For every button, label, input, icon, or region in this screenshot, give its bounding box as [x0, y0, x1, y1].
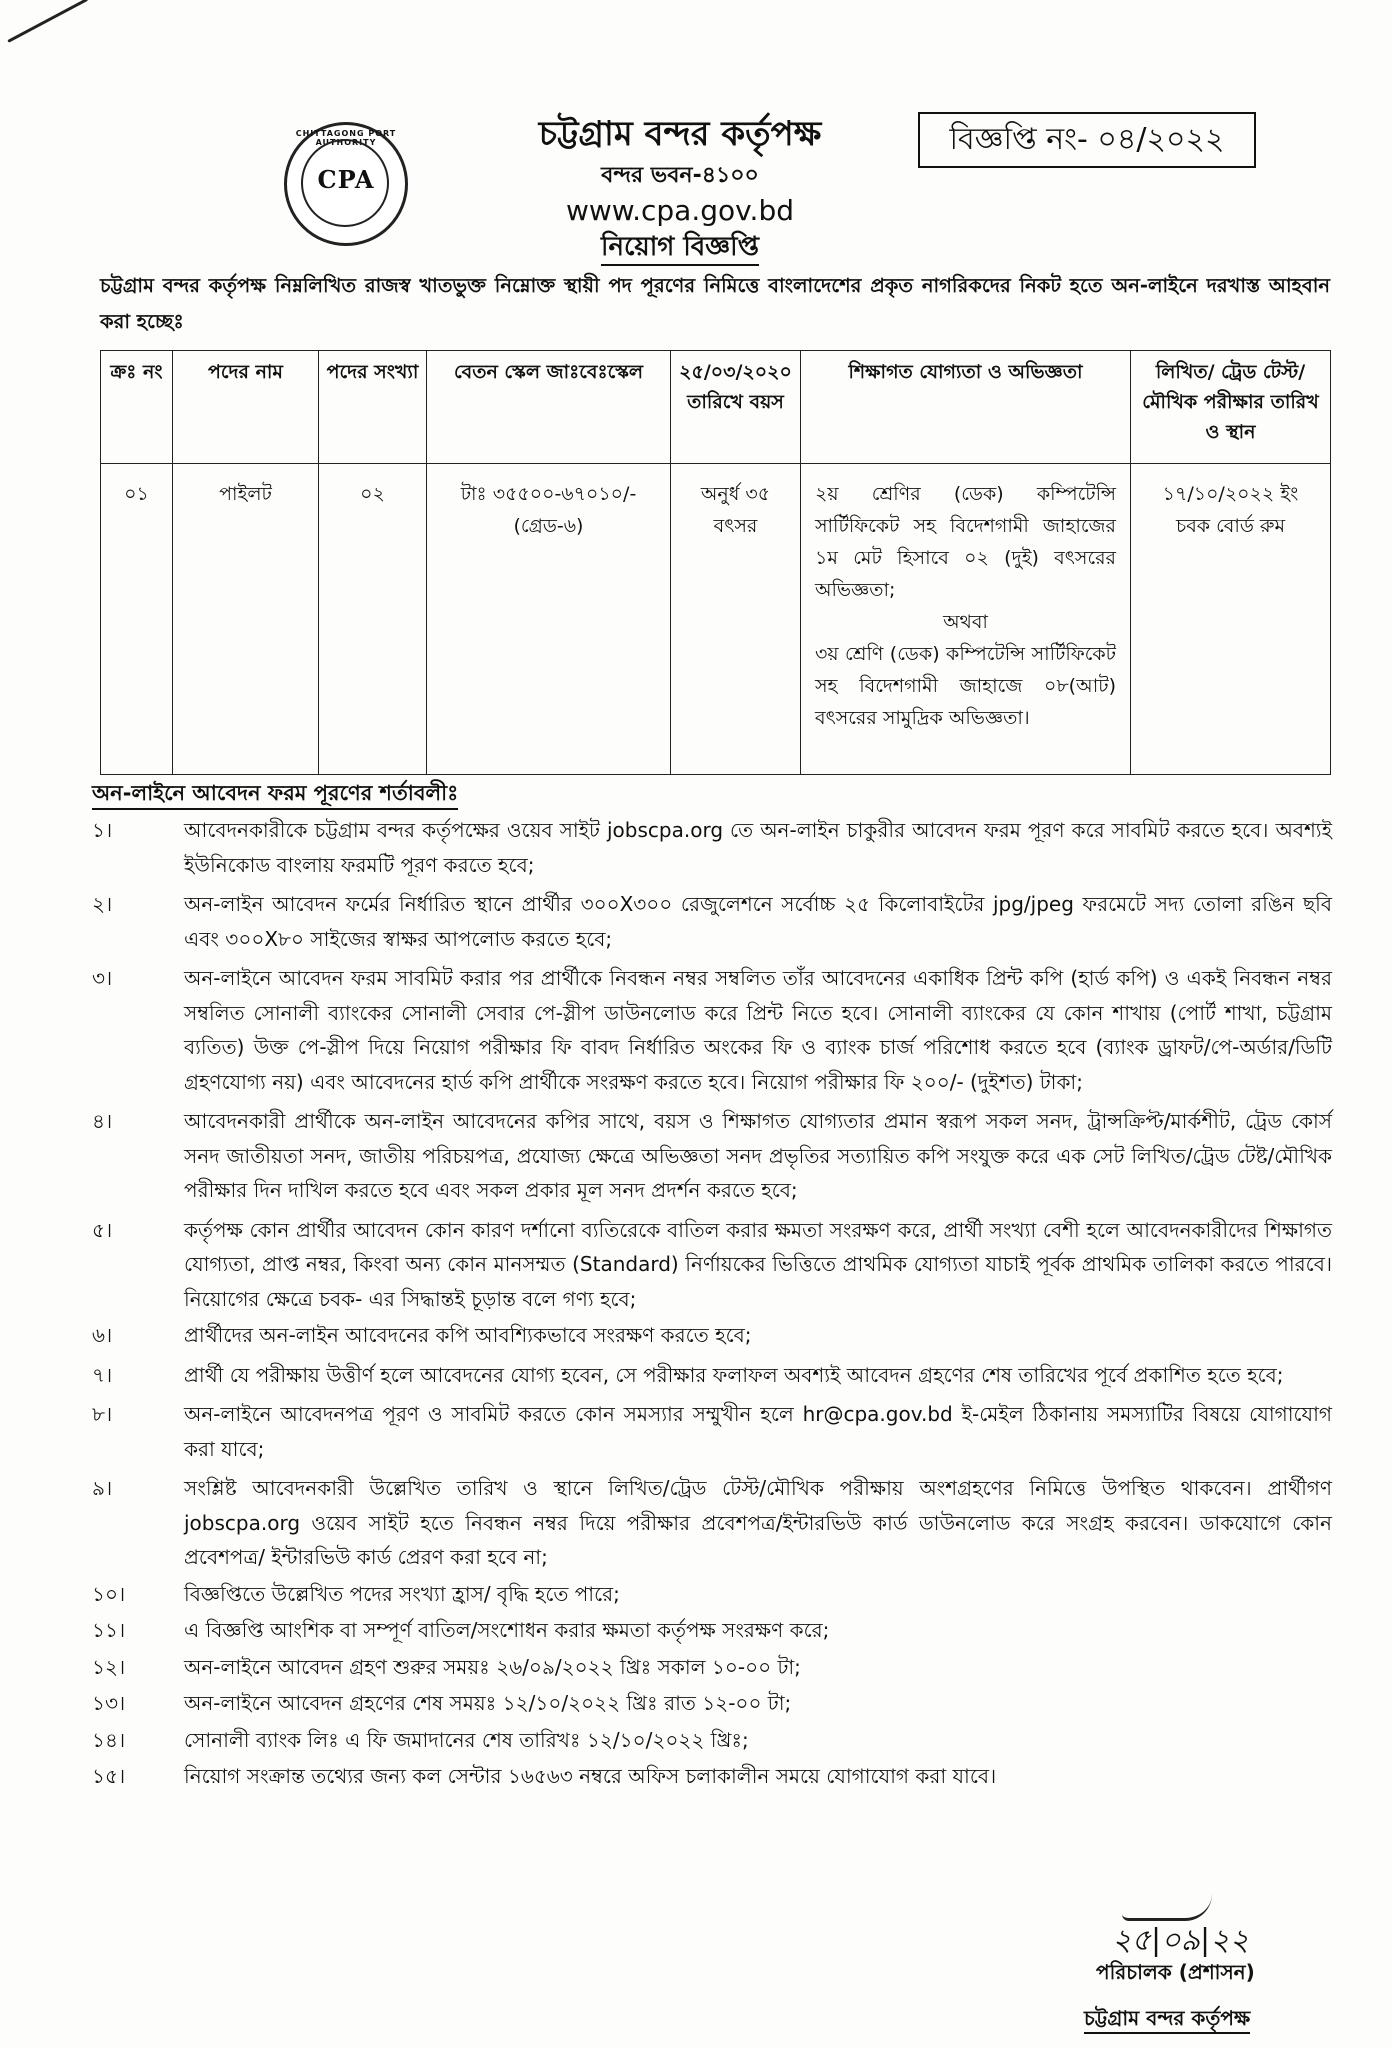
condition-text: সোনালী ব্যাংক লিঃ এ ফি জমাদানের শেষ তারিখঃ ১২/১০/২০২২ খ্রিঃ; — [184, 1727, 749, 1752]
condition-text: আবেদনকারী প্রার্থীকে অন-লাইন আবেদনের কপির সাথে, বয়স ও শিক্ষাগত যোগ্যতার প্রমান স্বরূপ সকল সনদ, ট্রান্সক্রিপ্ট/মার্কশীট, ট্রেড কোর্স সনদ জাতীয়তা সনদ, জাতীয় পরিচয়পত্র, প্রযোজ্য ক্ষেত্রে অভিজ্ঞতা সনদ প্রভৃতির সত্যায়িত কপি সংযুক্ত করে এক সেট লিখিত/ট্রেড টেষ্ট/মৌখিক পরীক্ষার দিন দাখিল করতে হবে এবং সকল প্রকার মূল সনদ প্রদর্শন করতে হবে; — [184, 1109, 1332, 1202]
logo-monogram: CPA — [317, 165, 375, 194]
condition-number: ১৪। — [92, 1727, 126, 1752]
exam-date: ১৭/১০/২০২২ ইং — [1162, 483, 1299, 505]
pay-scale-grade: (গ্রেড-৬) — [513, 515, 584, 537]
condition-item — [92, 1358, 1332, 1393]
condition-number: ১৫। — [92, 1764, 126, 1788]
header-exam-info: লিখিত/ ট্রেড টেস্ট/ মৌখিক পরীক্ষার তারিখ ও স্থান — [1131, 351, 1331, 464]
condition-item — [92, 1686, 1332, 1721]
condition-item — [92, 1759, 1332, 1794]
condition-number: ১০। — [92, 1581, 126, 1606]
header-post-name: পদের নাম — [173, 351, 319, 464]
condition-text: অন-লাইনে আবেদন ফরম সাবমিট করার পর প্রার্থীকে নিবন্ধন নম্বর সম্বলিত তাঁর আবেদনের একাধিক প্রিন্ট কপি (হার্ড কপি) ও একই নিবন্ধন নম্বর সম্বলিত সোনালী ব্যাংকের সোনালী সেবার পে-স্লীপ ডাউনলোড করে প্রিন্ট নিতে হবে। সোনালী ব্যাংকের যে কোন শাখায় (পোর্ট শাখা, চট্টগ্রাম ব্যতিত) উক্ত পে-স্লীপ দিয়ে নিয়োগ পরীক্ষার ফি বাবদ নির্ধারিত অংকের ফি ও ব্যাংক চার্জ পরিশোধ করতে হবে (ব্যাংক ড্রাফট/পে-অর্ডার/ডিটি গ্রহণযোগ্য নয়) এবং আবেদনের হার্ড কপি প্রার্থীকে সংরক্ষণ করতে হবে। নিয়োগ পরীক্ষার ফি ২০০/- (দুইশত) টাকা; — [184, 966, 1332, 1094]
condition-number: ২। — [92, 892, 113, 916]
header-post-count: পদের সংখ্যা — [319, 351, 427, 464]
condition-text: কর্তৃপক্ষ কোন প্রার্থীর আবেদন কোন কারণ দর্শানো ব্যতিরেকে বাতিল করার ক্ষমতা সংরক্ষণ করে, প্রার্থী সংখ্যা বেশী হলে আবেদনকারীদের শিক্ষাগত যোগ্যতা, প্রাপ্ত নম্বর, কিংবা অন্য কোন মানসম্মত (Standard) নির্ণায়কের ভিত্তিতে প্রাথমিক যোগ্যতা যাচাই পূর্বক প্রাথমিক তালিকা করতে পারবে। নিয়োগের ক্ষেত্রে চবক- এর সিদ্ধান্তই চূড়ান্ত বলে গণ্য হবে; — [184, 1217, 1332, 1311]
org-title: চট্টগ্রাম বন্দর কর্তৃপক্ষ — [538, 114, 822, 154]
condition-number: ১২। — [92, 1654, 126, 1679]
cell-post-count: ০২ — [319, 464, 427, 775]
qualification-or: অথবা — [943, 611, 988, 633]
table-row — [101, 464, 1331, 775]
condition-item — [92, 1650, 1332, 1685]
cpa-logo — [284, 122, 408, 246]
logo-ring-text: CHITTAGONG PORT AUTHORITY — [295, 129, 397, 147]
condition-text: এ বিজ্ঞপ্তি আংশিক বা সম্পূর্ণ বাতিল/সংশোধন করার ক্ষমতা কর্তৃপক্ষ সংরক্ষণ করে; — [184, 1618, 830, 1642]
condition-item — [92, 1471, 1332, 1575]
cell-post-name: পাইলট — [173, 464, 319, 775]
conditions-title: অন-লাইনে আবেদন ফরম পূরণের শর্তাবলীঃ — [92, 778, 458, 810]
table-header-row — [101, 351, 1331, 464]
condition-number: ৯। — [92, 1476, 113, 1500]
condition-text: অন-লাইনে আবেদন গ্রহণের শেষ সময়ঃ ১২/১০/২০২২ খ্রিঃ রাত ১২-০০ টা; — [184, 1691, 792, 1715]
condition-item — [92, 887, 1332, 956]
condition-text: অন-লাইনে আবেদনপত্র পূরণ ও সাবমিট করতে কোন সমস্যার সম্মুখীন হলে hr@cpa.gov.bd ই-মেইল ঠিকানায় সমস্যাটির বিষয়ে যোগাযোগ করা যাবে; — [184, 1402, 1332, 1461]
condition-item — [92, 1723, 1332, 1758]
condition-item — [92, 1318, 1332, 1353]
condition-text: অন-লাইনে আবেদন গ্রহণ শুরুর সময়ঃ ২৬/০৯/২০২২ খ্রিঃ সকাল ১০-০০ টা; — [184, 1654, 801, 1679]
condition-text: বিজ্ঞপ্তিতে উল্লেখিত পদের সংখ্যা হ্রাস/ বৃদ্ধি হতে পারে; — [184, 1581, 620, 1606]
org-address: বন্দর ভবন-৪১০০ — [601, 163, 759, 188]
header-serial: ক্রঃ নং — [101, 351, 173, 464]
post-table — [100, 350, 1331, 775]
age-unit: বৎসর — [713, 515, 758, 537]
cell-serial: ০১ — [101, 464, 173, 775]
condition-text: প্রার্থী যে পরীক্ষায় উত্তীর্ণ হলে আবেদনের যোগ্য হবেন, সে পরীক্ষার ফলাফল অবশ্যই আবেদন গ্রহণের শেষ তারিখের পূর্বে প্রকাশিত হতে হবে; — [184, 1362, 1284, 1387]
signatory-organization: চট্টগ্রাম বন্দর কর্তৃপক্ষ — [1084, 2004, 1250, 2034]
condition-text: প্রার্থীদের অন-লাইন আবেদনের কপি আবশ্যিকভাবে সংরক্ষণ করতে হবে; — [184, 1323, 752, 1347]
condition-number: ৭। — [92, 1362, 113, 1387]
header-qualification: শিক্ষাগত যোগ্যতা ও অভিজ্ঞতা — [801, 351, 1131, 464]
condition-item — [92, 1577, 1332, 1612]
header-title-block — [470, 112, 890, 266]
condition-number: ৮। — [92, 1402, 113, 1426]
condition-text: সংশ্লিষ্ট আবেদনকারী উল্লেখিত তারিখ ও স্থানে লিখিত/ট্রেড টেস্ট/মৌখিক পরীক্ষায় অংশগ্রহণের নিমিত্তে উপস্থিত থাকবেন। প্রার্থীগণ jobscpa.org ওয়েব সাইট হতে নিবন্ধন নম্বর দিয়ে পরীক্ষার প্রবেশপত্র/ইন্টারভিউ কার্ড ডাউনলোড করে সংগ্রহ করবেন। ডাকযোগে কোন প্রবেশপত্র/ ইন্টারভিউ কার্ড প্রেরণ করা হবে না; — [184, 1476, 1332, 1569]
org-website: www.cpa.gov.bd — [565, 194, 794, 227]
condition-item — [92, 961, 1332, 1099]
signature-date: ২৫|০৯|২২ — [1112, 1923, 1250, 1958]
condition-text: নিয়োগ সংক্রান্ত তথ্যের জন্য কল সেন্টার ১৬৫৬৩ নম্বরে অফিস চলাকালীন সময়ে যোগাযোগ করা যাবে। — [184, 1764, 997, 1788]
condition-text: আবেদনকারীকে চট্টগ্রাম বন্দর কর্তৃপক্ষের ওয়েব সাইট jobscpa.org তে অন-লাইন চাকুরীর আবেদন ফরম পূরণ করে সাবমিট করতে হবে। অবশ্যই ইউনিকোড বাংলায় ফরমটি পূরণ করতে হবে; — [184, 818, 1332, 877]
pay-scale-amount: টাঃ ৩৫৫০০-৬৭০১০/- — [460, 483, 637, 505]
condition-item — [92, 1613, 1332, 1648]
document-type: নিয়োগ বিজ্ঞপ্তি — [601, 230, 759, 266]
qualification-option-2: ৩য় শ্রেণি (ডেক) কম্পিটেন্সি সার্টিফিকেট সহ বিদেশগামী জাহাজে ০৮(আট) বৎসরের সামুদ্রিক অভিজ্ঞতা। — [815, 643, 1116, 729]
condition-number: ১৩। — [92, 1691, 126, 1715]
header-age: ২৫/০৩/২০২০ তারিখে বয়স — [671, 351, 801, 464]
header-pay-scale: বেতন স্কেল জাঃবেঃস্কেল — [427, 351, 671, 464]
conditions-list — [92, 808, 1332, 1794]
notice-number-box: বিজ্ঞপ্তি নং- ০৪/২০২২ — [918, 112, 1256, 168]
pen-mark — [7, 0, 88, 43]
exam-venue: চবক বোর্ড রুম — [1175, 515, 1286, 537]
condition-item — [92, 1397, 1332, 1466]
cell-age — [671, 464, 801, 775]
signatory-designation: পরিচালক (প্রশাসন) — [1096, 1960, 1255, 1984]
qualification-option-1: ২য় শ্রেণির (ডেক) কম্পিটেন্সি সার্টিফিকেট সহ বিদেশগামী জাহাজের ১ম মেট হিসাবে ০২ (দুই) বৎসরের অভিজ্ঞতা; — [815, 483, 1116, 601]
signature — [1000, 1888, 1320, 1958]
condition-item — [92, 813, 1332, 882]
age-limit: অনুর্ধ ৩৫ — [700, 483, 771, 505]
cell-exam-info — [1131, 464, 1331, 775]
condition-item — [92, 1104, 1332, 1208]
cell-qualification — [801, 464, 1131, 775]
condition-item — [92, 1213, 1332, 1317]
condition-number: ১। — [92, 818, 113, 842]
condition-number: ১১। — [92, 1618, 126, 1642]
condition-number: ৫। — [92, 1217, 113, 1242]
condition-number: ৪। — [92, 1109, 113, 1133]
condition-number: ৬। — [92, 1323, 113, 1347]
condition-number: ৩। — [92, 966, 113, 990]
condition-text: অন-লাইন আবেদন ফর্মের নির্ধারিত স্থানে প্রার্থীর ৩০০X৩০০ রেজুলেশনে সর্বোচ্চ ২৫ কিলোবাইটের jpg/jpeg ফরমেটে সদ্য তোলা রঙিন ছবি এবং ৩০০X৮০ সাইজের স্বাক্ষর আপলোড করতে হবে; — [184, 892, 1332, 951]
intro-paragraph: চট্টগ্রাম বন্দর কর্তৃপক্ষ নিম্নলিখিত রাজস্ব খাতভুক্ত নিম্নোক্ত স্থায়ী পদ পূরণের নিমিত্তে বাংলাদেশের প্রকৃত নাগরিকদের নিকট হতে অন-লাইনে দরখাস্ত আহবান করা হচ্ছেঃ — [100, 274, 1330, 333]
cell-pay-scale — [427, 464, 671, 775]
